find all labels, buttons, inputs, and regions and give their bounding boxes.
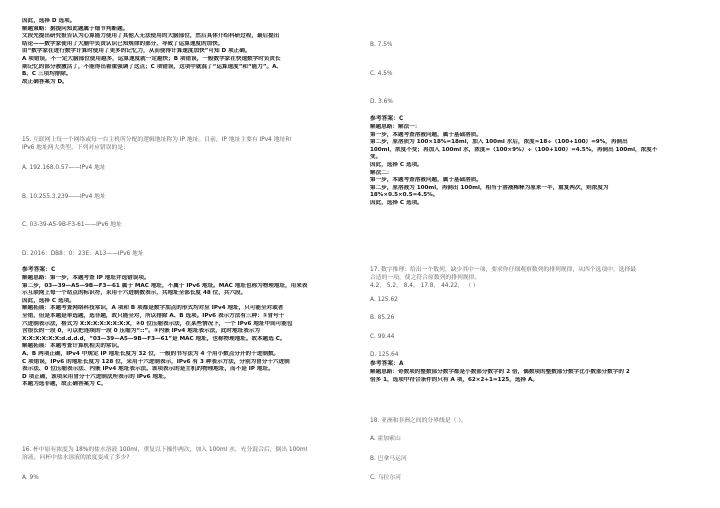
q15-option-d[interactable]: D. 2016：DB8：0：23E：A13——IPv6 地址 — [22, 251, 144, 257]
analysis-line: 变。 — [370, 154, 382, 161]
analysis-line: 第二步，03—39—A5—9B—F3—61 属于 MAC 地址，不属于 IPv6 地址。MAC 地址也称为物理地址，用来表 — [22, 282, 308, 289]
analysis-line: 结论——数学家使用了大脑中负责认识已知规律的部分，导致了运算速度的加快。 — [22, 40, 224, 47]
q15-analysis — [22, 275, 360, 389]
q17-option-a[interactable]: A. 125.62 — [370, 297, 398, 303]
q15-option-b[interactable]: B. 10.255.3.239——IPv4 地址 — [22, 194, 106, 200]
question-text-line: 17. 数字推理：给出一个数列，缺少其中一项，要求你仔细观察数列的排列规律，从四个选项中，选择最 — [370, 267, 637, 273]
q17-analysis — [370, 369, 702, 384]
analysis-line: 六进制表示法，格式为 X:X:X:X:X:X:X:X，②0 位压缩表示法，在某些情况下，一个 IPv6 地址中间可能包 — [22, 320, 293, 327]
previous-question-analysis — [22, 18, 360, 86]
q16-option-a[interactable]: A. 9% — [22, 475, 39, 481]
analysis-line: 解题思路：奇数项的整数部分数字都是小数部分数字的 2 倍，偶数项的整数部分数字比小数部分数字的 2 — [370, 369, 630, 375]
question-16 — [22, 446, 360, 462]
analysis-line: 第二步，原溶液为 100ml，再倒出 100ml，相当于溶液稀释为原来一半，重复两次，则浓度为 — [370, 184, 609, 191]
q18-option-c[interactable]: C. 乌拉尔河 — [370, 475, 401, 481]
question-text-line: 溶液。问杯中盐水溶液的浓度变成了多少? — [22, 455, 130, 461]
analysis-line: 期记忆的部分被激活了，不能得出着重强调了这点；C 项错误，这项中就混了“运算速度”和“能力”。A、 — [22, 63, 283, 70]
analysis-line: 第一步，本题考查溶液问题，属于基础溶质。 — [370, 177, 482, 184]
q17-option-b[interactable]: B. 85.26 — [370, 315, 395, 321]
analysis-line: 故正确答案为 D。 — [22, 78, 68, 85]
q18-option-a[interactable]: A. 霍加索山 — [370, 436, 401, 442]
analysis-line: 含很长的一段 0，可以把连续的一段 0 压缩为“::”。③内嵌 IPv4 地址表示法，此时地址表示为 — [22, 328, 260, 335]
analysis-line: 第二步，原溶质为 100×18%=18ml，加入 100ml 水后，浓度=18÷（100+100）=9%，再倒出 — [370, 139, 628, 146]
analysis-line: 因此，选择 C 选项。 — [22, 297, 75, 304]
analysis-line: 因此，选择 D 选项。 — [22, 18, 76, 24]
q16-option-b[interactable]: B. 7.5% — [370, 42, 393, 48]
analysis-line: 文段先提出研究报告认为心算能力使用了其他人无法使用的大脑部位，然后具体介绍科研过程，最后提出 — [22, 33, 280, 40]
analysis-line: D 项正确，该项采用冒分十六进制法所表示的 IPv6 地址。 — [22, 373, 170, 380]
analysis-line: 示互联网上每一个站点的标识符，采用十六进制数表示，共地址全部长度 48 位，共六段。 — [22, 290, 247, 297]
analysis-line: 由“数学家在进行数学计算时使用了更多的记忆力，从而使得计算速度加快”可知 D 项正确。 — [22, 48, 251, 55]
analysis-line: A、B 两项正确，IPv4 中规定 IP 地址长度为 32 位，一般的书写法为 4 个用小数点分开的十进制数。 — [22, 350, 280, 357]
q15-reference-answer: 参考答案：C — [22, 267, 56, 273]
analysis-line: B、C 三项均排除。 — [22, 71, 72, 78]
question-text-line: IPv6 地址两大类型。下列对应错误的是： — [22, 145, 129, 151]
analysis-line: 因此，选择 C 选项。 — [370, 199, 423, 206]
q18-option-b[interactable]: B. 巴拿马运河 — [370, 456, 407, 462]
analysis-line: X:X:X:X:X:X:d.d.d.d，“03—39—A5—9B—F3—61”是 MAC 地址，也称物理地址。故本题选 C。 — [22, 335, 286, 342]
question-15 — [22, 136, 360, 152]
analysis-line: 第一步，本题考查溶液问题，属于基础溶质。 — [370, 131, 482, 138]
question-18: 18. 亚洲和非洲之间的分界线是（ ）。 — [370, 418, 467, 424]
q16-option-d[interactable]: D. 3.6% — [370, 99, 393, 105]
analysis-line: 表示法、0 位压缩表示法、内嵌 IPv4 地址表示法。该项表示的是主机的物理地址，而不是 IP 地址。 — [22, 366, 274, 373]
analysis-line: 解题策略：据提问知此题属于细节判断题。 — [22, 25, 129, 32]
q16-reference-answer: 参考答案：C — [370, 116, 404, 122]
q16-analysis — [370, 124, 702, 208]
analysis-line: 解题拓展：本题考查计算机相关的常识。 — [22, 343, 123, 350]
question-text-line: 16. 杯中原有浓度为 18%的盐水溶液 100ml，重复以下操作两次，加入 100ml 水，充分混合后，倒出 100ml — [22, 447, 308, 453]
analysis-line: 100ml，浓度不变；再加入 100ml 水，浓度=（100×9%）÷（100+100）=4.5%，再倒出 100ml，浓度不 — [370, 146, 658, 153]
analysis-line: 18%×0.5×0.5=4.5%。 — [370, 192, 439, 199]
analysis-line: A 项错误，不一定大脑部位使用越多，运算速度就一定越快；B 项错误，一般数学家在快速数学时负责长 — [22, 55, 281, 62]
question-17 — [370, 266, 702, 290]
question-text-line: 合适的一项，使之符合原数列的排列规律。 — [370, 275, 481, 281]
q16-option-c[interactable]: C. 4.5% — [370, 71, 393, 77]
analysis-line: 倍多 1，选项中符合条件的只有 A 项，62×2+1=125，选择 A。 — [370, 376, 538, 383]
q15-option-c[interactable]: C. 03-39-A5-9B-F3-61——IPv6 地址 — [22, 222, 122, 228]
analysis-line: 全错，但是本题是单选题，选非题，故只能全对，所以排除 A、B 选项。IPv6 表示方法有三种：①冒号十 — [22, 312, 285, 319]
number-sequence: 4.2， 5.2， 8.4， 17.8， 44.22， （ ） — [370, 283, 479, 289]
q15-option-a[interactable]: A. 192.168.0.57——IPv4 地址 — [22, 165, 106, 171]
analysis-line: 解题思路：解法一： — [370, 124, 421, 130]
q17-option-d[interactable]: D. 125.64 — [370, 352, 399, 358]
analysis-line: 解题思路：第一步，本题考查 IP 地址并选错误项。 — [22, 275, 150, 281]
analysis-line: 本题为选非题，故正确答案为 C。 — [22, 381, 107, 388]
question-text-line: 15. 互联网上每一个网络或每一台主机所分配的逻辑地址称为 IP 地址。目前，IP 地址主要有 IPv4 地址和 — [22, 137, 292, 143]
analysis-line: 解法二： — [370, 169, 393, 176]
q17-reference-answer: 参考答案：A — [370, 361, 404, 367]
analysis-line: 因此，选择 C 选项。 — [370, 161, 423, 168]
q17-option-c[interactable]: C. 99.44 — [370, 334, 395, 340]
analysis-line: C 项错误，IPv6 的地址长度为 128 位，采用十六进制表示，IPv6 有 3 种表示方法，分别为冒分十六进制 — [22, 358, 290, 365]
analysis-line: 解题拓展：本题考查网络科技常识，A 项和 B 项都是数字加点的形式均对应 IPv4 地址，只可能全对或者 — [22, 305, 284, 312]
